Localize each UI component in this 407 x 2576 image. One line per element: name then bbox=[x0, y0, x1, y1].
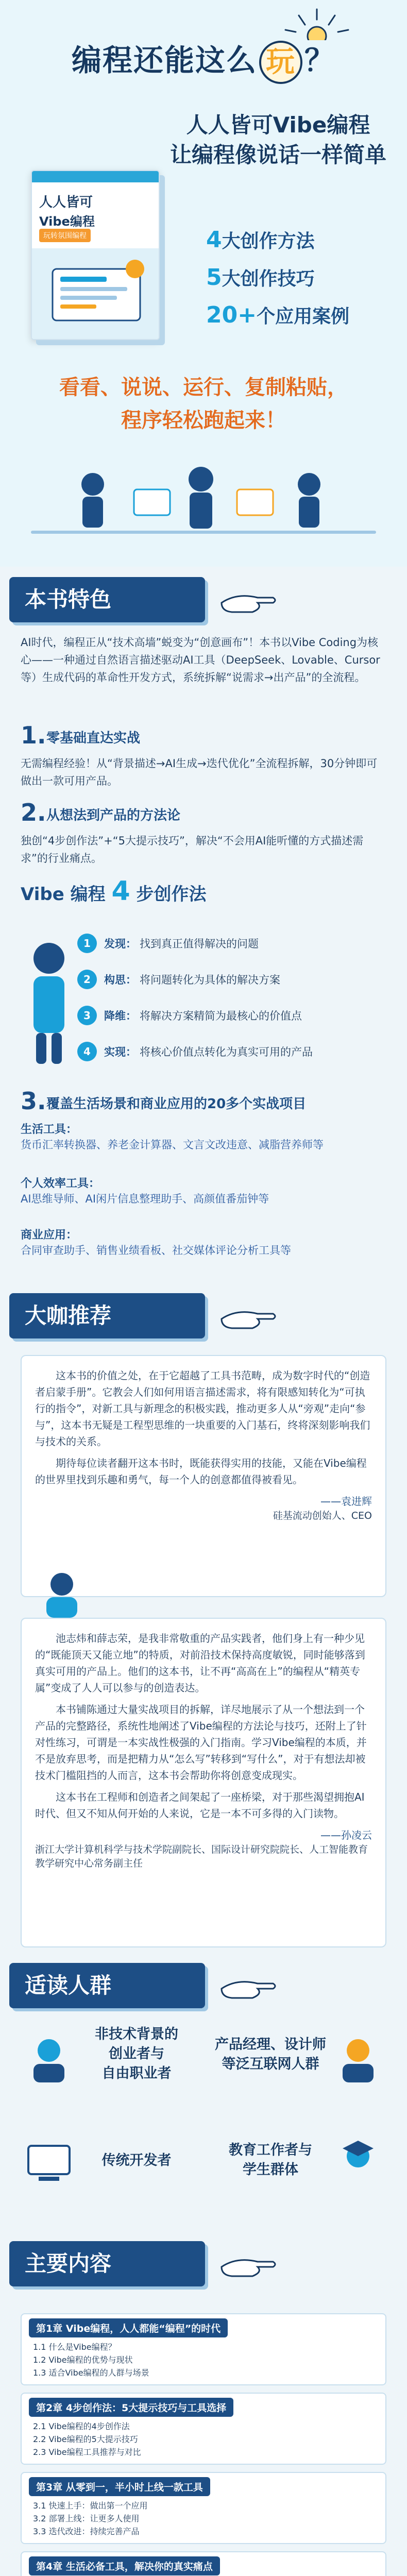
steps-title: Vibe 编程 4 步创作法 bbox=[21, 876, 207, 907]
scenario-3-heading: 商业应用： bbox=[21, 1229, 78, 1242]
expert-1-name: ——袁进辉 bbox=[320, 1495, 372, 1507]
toc-item: 3.2 部署上线：让更多人使用 bbox=[33, 2514, 140, 2523]
toc-chapter-title: 第3章 从零到一，半小时上线一款工具 bbox=[29, 2477, 210, 2496]
toc-item: 2.3 Vibe编程工具推荐与对比 bbox=[33, 2447, 141, 2457]
expert-quote-2-para-3: 这本书在工程师和创造者之间架起了一座桥梁，对于那些渴望拥抱AI时代、但又不知从何开始的人来说，它是一本不可多得的入门读物。 bbox=[35, 1791, 365, 1820]
point-2-body: 独创“4步创作法”+“5大提示技巧”，解决“不会用AI能听懂的方式描述需求”的行业痛点。 bbox=[21, 835, 364, 865]
step-2: 2 构思： 将问题转化为具体的解决方案 bbox=[77, 963, 376, 995]
steps-figure-illustration bbox=[21, 927, 77, 1072]
reader-group-2: 产品经理、设计师 等泛互联网人群 bbox=[215, 2037, 326, 2072]
toc-item: 2.2 Vibe编程的5大提示技巧 bbox=[33, 2434, 138, 2444]
hero-section bbox=[0, 0, 407, 567]
developer-icon bbox=[21, 2133, 77, 2190]
toc-list bbox=[21, 2313, 386, 2576]
readers-section bbox=[0, 1958, 407, 2236]
hero-cta-line-1: 看看、说说、运行、复制粘贴， bbox=[59, 376, 348, 399]
expert-1-role: 硅基流动创始人、CEO bbox=[273, 1510, 372, 1521]
book-cover-title: 人人皆可 bbox=[39, 195, 93, 210]
book-cover bbox=[31, 170, 160, 340]
expert-quote-2-para-2: 本书铺陈通过大量实战项目的拆解，详尽地展示了从一个想法到一个产品的完整路径，系统性地阐述了Vibe编程的方法论与技巧，还附上了针对性练习，可谓是一本实战性极强的入门指南。学习Vibe编程的本质，并不是放弃思考，而是把精力从“怎么写”转移到“写什么”，对于有想法却被技术门槛阻挡的人而言，这本书会帮助你将创意变成现实。 bbox=[35, 1703, 367, 1782]
scenario-1-text: 货币汇率转换器、养老金计算器、文言文改违意、减脂营养师等 bbox=[21, 1139, 324, 1151]
experts-section bbox=[0, 1288, 407, 1958]
hero-title-fun: 玩 bbox=[259, 41, 302, 84]
toc-item: 3.3 迭代改进：持续完善产品 bbox=[33, 2527, 140, 2536]
hero-people-illustration bbox=[31, 453, 376, 546]
expert-quote-2 bbox=[21, 1618, 386, 1947]
hero-title-pre: 编程还能这么 bbox=[71, 43, 257, 78]
designer-icon bbox=[330, 2030, 386, 2087]
toc-chapter bbox=[21, 2472, 386, 2544]
point-1-title: 零基础直达实战 bbox=[46, 731, 141, 746]
pointing-hand-icon bbox=[216, 1298, 278, 1334]
step-1: 1 发现： 找到真正值得解决的问题 bbox=[77, 927, 376, 959]
readers-heading: 适读人群 bbox=[9, 1963, 205, 2008]
expert-illustration-icon bbox=[31, 1561, 93, 1623]
student-icon bbox=[330, 2133, 386, 2190]
reader-group-1: 非技术背景的 创业者与 自由职业者 bbox=[95, 2026, 178, 2081]
hero-title bbox=[0, 36, 407, 84]
point-1-body: 无需编程经验！从“背景描述→AI生成→迭代优化”全流程拆解，30分钟即可做出一款可用产品。 bbox=[21, 757, 378, 787]
experts-heading: 大咖推荐 bbox=[9, 1293, 205, 1338]
step-3: 3 降维： 将解决方案精简为最核心的价值点 bbox=[77, 999, 376, 1031]
reader-group-3: 传统开发者 bbox=[101, 2153, 172, 2168]
creator-icon bbox=[21, 2030, 77, 2087]
point-3-number: 3. bbox=[21, 1087, 46, 1115]
toc-item: 1.2 Vibe编程的优势与现状 bbox=[33, 2355, 133, 2365]
book-cover-badge: 玩转氛围编程 bbox=[39, 229, 91, 242]
reader-group-4: 教育工作者与 学生群体 bbox=[229, 2142, 312, 2178]
hero-subtitle-2: 让编程像说话一样简单 bbox=[169, 142, 386, 167]
toc-chapter-title: 第2章 4步创作法：5大提示技巧与工具选择 bbox=[29, 2398, 233, 2417]
toc-chapter bbox=[21, 2551, 386, 2576]
pointing-hand-icon bbox=[216, 1968, 278, 2004]
point-1-number: 1. bbox=[21, 721, 46, 749]
hero-subtitle-1: 人人皆可Vibe编程 bbox=[186, 112, 370, 138]
toc-chapter bbox=[21, 2393, 386, 2465]
toc-section bbox=[0, 2236, 407, 2576]
hero-stats bbox=[206, 227, 397, 340]
toc-item: 1.3 适合Vibe编程的人群与场景 bbox=[33, 2368, 149, 2378]
expert-quote-1-para-1: 这本书的价值之处，在于它超越了工具书范畴，成为数字时代的“创造者启蒙手册”。它教会人们如何用语言描述需求，将有限感知转化为“可执行的指令”，对新工具与新理念的积极实践，推动更多人从“旁观”走向“参与”，这本书无疑是工程型思维的一块重要的入门基石，终将深刻影响我们与技术的关系。 bbox=[35, 1369, 370, 1448]
toc-item: 3.1 快速上手：做出第一个应用 bbox=[33, 2501, 148, 2511]
features-heading: 本书特色 bbox=[9, 577, 205, 622]
features-intro: AI时代，编程正从“技术高墙”蜕变为“创意画布”！本书以Vibe Coding为核心——一种通过自然语言描述驱动AI工具（DeepSeek、Lovable、Cursor等）生成代码的革命性开发方式，系统拆解“说需求→出产品”的全流程。 bbox=[21, 636, 380, 684]
toc-heading: 主要内容 bbox=[9, 2241, 205, 2286]
toc-item: 1.1 什么是Vibe编程？ bbox=[33, 2342, 116, 2352]
expert-2-name: ——孙凌云 bbox=[320, 1829, 372, 1841]
features-section bbox=[0, 567, 407, 1288]
scenario-2-text: AI思维导师、AI闲片信息整理助手、高颜值番茄钟等 bbox=[21, 1193, 269, 1205]
toc-item: 2.1 Vibe编程的4步创作法 bbox=[33, 2421, 130, 2431]
hero-stat-1: 4大创作方法 bbox=[206, 227, 315, 253]
book-cover-band bbox=[32, 171, 160, 182]
hero-title-post: ？ bbox=[304, 43, 336, 78]
pointing-hand-icon bbox=[216, 2246, 278, 2282]
scenario-1-heading: 生活工具： bbox=[21, 1123, 78, 1136]
book-cover-illustration bbox=[32, 248, 160, 340]
hero-stat-3: 20+个应用案例 bbox=[206, 302, 350, 328]
toc-chapter bbox=[21, 2313, 386, 2385]
expert-quote-1-para-2: 期待每位读者翻开这本书时，既能获得实用的技能，又能在Vibe编程的世界里找到乐趣和勇气，每一个人的创意都值得被看见。 bbox=[35, 1457, 367, 1486]
hero-stat-2: 5大创作技巧 bbox=[206, 264, 315, 291]
book-cover-subtitle: Vibe编程 bbox=[39, 214, 95, 229]
pointing-hand-icon bbox=[216, 582, 278, 618]
scenario-3-text: 合同审查助手、销售业绩看板、社交媒体评论分析工具等 bbox=[21, 1244, 291, 1257]
point-3-title: 覆盖生活场景和商业应用的20多个实战项目 bbox=[46, 1096, 307, 1112]
toc-chapter-title: 第1章 Vibe编程，人人都能“编程”的时代 bbox=[29, 2318, 228, 2337]
hero-cta-line-2: 程序轻松跑起来！ bbox=[121, 409, 286, 432]
expert-2-role: 浙江大学计算机科学与技术学院副院长、国际设计研究院院长、人工智能教育教学研究中心常务副主任 bbox=[35, 1844, 368, 1869]
step-4: 4 实现： 将核心价值点转化为真实可用的产品 bbox=[77, 1036, 376, 1067]
toc-chapter-title: 第4章 生活必备工具，解决你的真实痛点 bbox=[29, 2556, 220, 2575]
point-2-number: 2. bbox=[21, 799, 46, 826]
point-2-title: 从想法到产品的方法论 bbox=[46, 808, 181, 823]
scenario-2-heading: 个人效率工具： bbox=[21, 1177, 100, 1190]
expert-quote-2-para-1: 池志炜和薛志荣，是我非常敬重的产品实践者，他们身上有一种少见的“既能顶天又能立地”的特质，对前沿技术保持高度敏锐，同时能够落到真实可用的产品上。他们的这本书，让不再“高高在上”的编程从“精英专属”变成了人人可以参与的创造表达。 bbox=[35, 1632, 365, 1694]
sun-doodle-icon bbox=[278, 4, 355, 40]
